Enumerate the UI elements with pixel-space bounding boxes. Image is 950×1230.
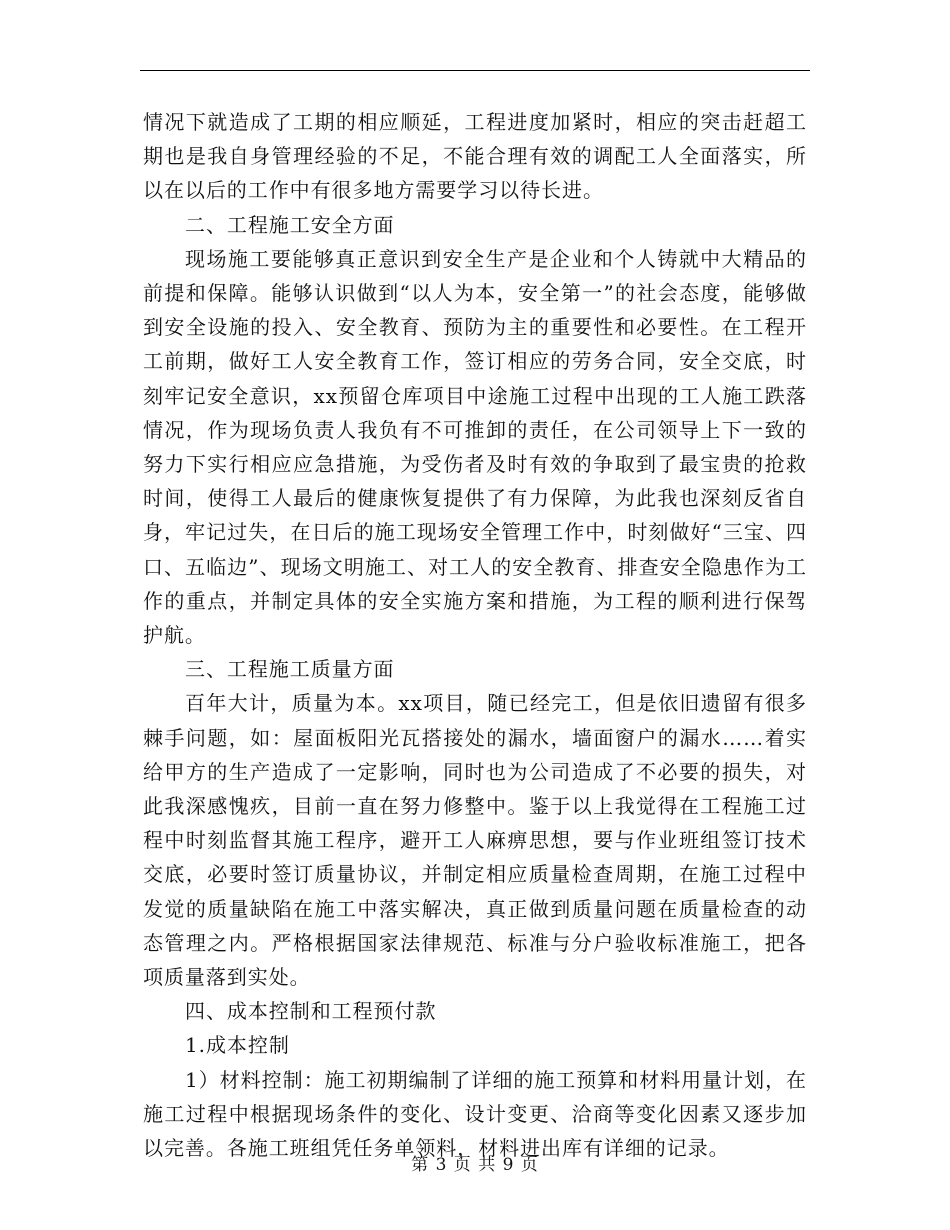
paragraph-quality: 百年大计，质量为本。xx项目，随已经完工，但是依旧遗留有很多棘手问题，如：屋面板阳光瓦搭接处的漏水，墙面窗户的漏水……着实给甲方的生产造成了一定影响，同时也为公司造成了不必要的损失，对此我深感愧疚，目前一直在努力修整中。鉴于以上我觉得在工程施工过程中时刻监督其施工程序，避开工人麻痹思想，要与作业班组签订技术交底，必要时签订质量协议，并制定相应质量检查周期，在施工过程中发觉的质量缺陷在施工中落实解决，真正做到质量问题在质量检查的动态管理之内。严格根据国家法律规范、标准与分户验收标准施工，把各项质量落到实处。 bbox=[143, 691, 807, 990]
header-rule bbox=[140, 70, 810, 71]
section-heading-cost: 四、成本控制和工程预付款 bbox=[185, 999, 437, 1024]
page-footer: 第 3 页 共 9 页 bbox=[411, 1155, 539, 1175]
section-heading-safety: 二、工程施工安全方面 bbox=[185, 212, 395, 237]
body-text bbox=[143, 105, 807, 1165]
paragraph-continuation: 情况下就造成了工期的相应顺延，工程进度加紧时，相应的突击赶超工期也是我自身管理经验的不足，不能合理有效的调配工人全面落实，所以在以后的工作中有很多地方需要学习以待长进。 bbox=[143, 110, 807, 203]
subheading-cost-control: 1.成本控制 bbox=[185, 1033, 290, 1058]
paragraph-safety: 现场施工要能够真正意识到安全生产是企业和个人铸就中大精品的前提和保障。能够认识做到“以人为本，安全第一”的社会态度，能够做到安全设施的投入、安全教育、预防为主的重要性和必要性。在工程开工前期，做好工人安全教育工作，签订相应的劳务合同，安全交底，时刻牢记安全意识，xx预留仓库项目中途施工过程中出现的工人施工跌落情况，作为现场负责人我负有不可推卸的责任，在公司领导上下一致的努力下实行相应应急措施，为受伤者及时有效的争取到了最宝贵的抢救时间，使得工人最后的健康恢复提供了有力保障，为此我也深刻反省自身，牢记过失，在日后的施工现场安全管理工作中，时刻做好“三宝、四口、五临边”、现场文明施工、对工人的安全教育、排查安全隐患作为工作的重点，并制定具体的安全实施方案和措施，为工程的顺利进行保驾护航。 bbox=[143, 246, 807, 648]
section-heading-quality: 三、工程施工质量方面 bbox=[185, 657, 395, 682]
paragraph-material-control: 1）材料控制：施工初期编制了详细的施工预算和材料用量计划，在施工过程中根据现场条件的变化、设计变更、洽商等变化因素又逐步加以完善。各施工班组凭任务单领料，材料进出库有详细的记录。 bbox=[143, 1067, 807, 1161]
